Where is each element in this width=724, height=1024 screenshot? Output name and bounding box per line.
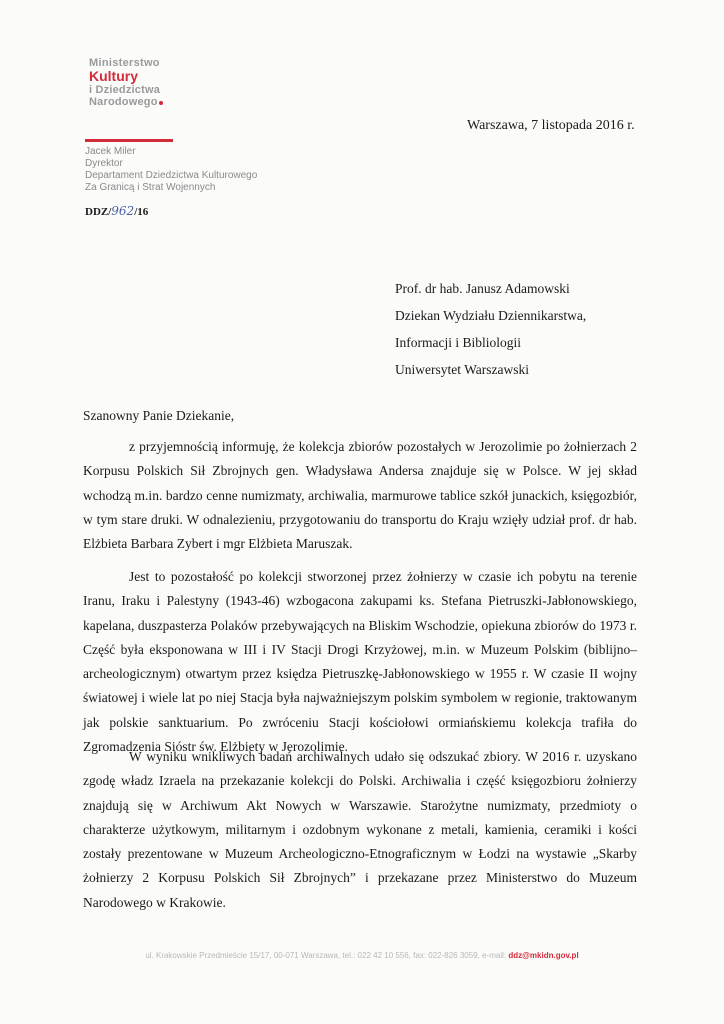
logo-line-2: Kultury [89,68,138,84]
ref-prefix: DDZ/ [85,206,112,218]
paragraph-1 [83,435,637,556]
paragraph-3-text: W wyniku wnikliwych badań archiwalnych udało się odszukać zbiory. W 2016 r. uzyskano zgodę władz Izraela na przekazanie kolekcji do Polski. Archiwalia i część księgozbioru żołnierzy znajdują się w Archiwum Akt Nowych w Warszawie. Starożytne numizmaty, przedmioty o charakterze użytkowym, militarnym i ozdobnym wykonane z metali, kamienia, ceramiki i kości zostały prezentowane w Muzeum Archeologiczno-Etnograficznym w Łodzi na wystawie „Skarby żołnierzy 2 Korpusu Polskich Sił Zbrojnych” i przekazane przez Ministerstwo do Muzeum Narodowego w Krakowie. [83,749,637,910]
paragraph-3 [83,745,637,915]
paragraph-2 [83,565,637,759]
logo-line-3: i Dziedzictwa [89,84,161,96]
letter-date: Warszawa, 7 listopada 2016 r. [467,118,635,133]
sender-name: Jacek Miler [85,146,136,157]
footer [0,951,724,960]
header-divider [85,139,173,142]
sender-title: Dyrektor [85,158,123,169]
logo-dot-icon [159,101,163,105]
salutation: Szanowny Panie Dziekanie, [83,408,235,423]
addressee-line-1: Prof. dr hab. Janusz Adamowski [395,281,570,296]
paragraph-2-text: Jest to pozostałość po kolekcji stworzonej przez żołnierzy w czasie ich pobytu na terenie Iranu, Iraku i Palestyny (1943-46) wzbogacona zakupami ks. Stefana Pietruszki-Jabłonowskiego, kapelana, duszpasterza Polaków przebywających na Bliskim Wschodzie, opiekuna zbiorów do 1973 r. Część była eksponowana w III i IV Stacji Drogi Krzyżowej, m.in. w Muzeum Polskim (biblijno–archeologicznym) otwartym przez księdza Pietruszkę-Jabłonowskiego w 1955 r. W czasie II wojny światowej i wiele lat po niej Stacja była najważniejszym polskim symbolem w regionie, traktowanym jak polskie sanktuarium. Po zwróceniu Stacji kościołowi ormiańskiemu kolekcja trafiła do Zgromadzenia Sióstr św. Elżbiety w Jerozolimie. [83,569,637,755]
addressee-line-2: Dziekan Wydziału Dziennikarstwa, [395,308,587,323]
reference-number [85,204,148,218]
logo-line-4: Narodowego [89,96,158,108]
ref-handwritten: 962 [111,204,135,218]
sender-block [85,146,257,194]
addressee-line-4: Uniwersytet Warszawski [395,362,530,377]
sender-dept-1: Departament Dziedzictwa Kulturowego [85,170,258,181]
addressee-line-3: Informacji i Bibliologii [395,335,521,350]
logo-line-4-wrap [89,96,163,108]
footer-email[interactable]: ddz@mkidn.gov.pl [508,951,579,960]
logo-line-1: Ministerstwo [89,57,160,69]
paragraph-1-text: z przyjemnością informuję, że kolekcja zbiorów pozostałych w Jerozolimie po żołnierzach 2 Korpusu Polskich Sił Zbrojnych gen. Władysława Andersa znajduje się w Polsce. W jej skład wchodzą m.in. bardzo cenne numizmaty, archiwalia, marmurowe tablice szkół junackich, księgozbiór, w tym stare druki. W odnalezieniu, przygotowaniu do transportu do Kraju wzięły udział prof. dr hab. Elżbieta Barbara Zybert i mgr Elżbieta Maruszak. [83,439,637,552]
addressee-block [395,275,586,383]
ref-suffix: /16 [134,206,149,218]
sender-dept-2: Za Granicą i Strat Wojennych [85,182,216,193]
ministry-logo [89,57,163,108]
footer-address: ul. Krakowskie Przedmieście 15/17, 00-071 Warszawa, tel.: 022 42 10 556, fax: 022-826 3059, e-mail: [145,951,507,960]
